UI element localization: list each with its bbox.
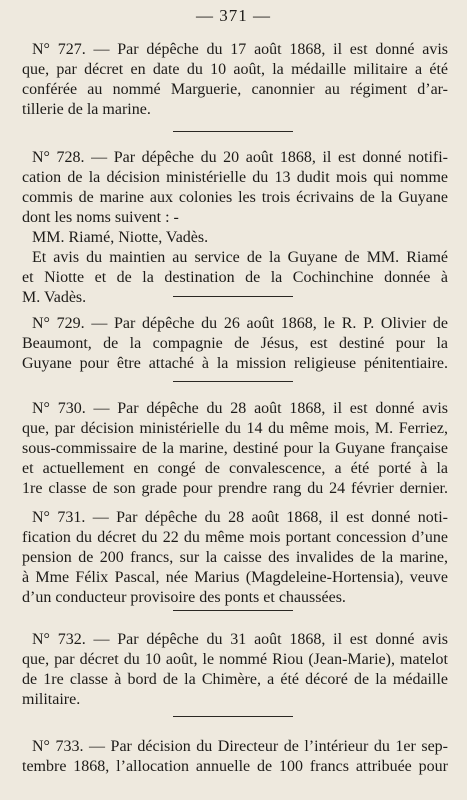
notice-line: N° 729. — Par dépêche du 26 août 1868, le R. P. Olivier de bbox=[32, 315, 448, 332]
page-number: — 371 — bbox=[196, 6, 271, 25]
notice-line: Et avis du maintien au service de la Guyane de MM. Riamé bbox=[32, 249, 448, 266]
separator-rule bbox=[173, 296, 293, 297]
separator-rule bbox=[173, 716, 293, 717]
separator-rule bbox=[173, 381, 293, 382]
notice-731 bbox=[22, 508, 448, 608]
notice-line: fication du décret du 22 du même mois portant concession d’une bbox=[22, 529, 448, 546]
notice-line: conférée au nommé Marguerie, canonnier au régiment d’ar- bbox=[22, 81, 448, 98]
notice-727 bbox=[22, 40, 448, 120]
notice-730 bbox=[22, 399, 448, 499]
notice-line: N° 728. — Par dépêche du 20 août 1868, il est donné notifi- bbox=[32, 149, 448, 166]
notice-line: N° 730. — Par dépêche du 28 août 1868, il est donné avis bbox=[32, 400, 448, 417]
separator-rule bbox=[173, 131, 293, 132]
separator-rule bbox=[173, 610, 293, 611]
notice-line: M. Vadès. bbox=[22, 289, 87, 306]
notice-728 bbox=[22, 148, 448, 308]
notice-line: N° 727. — Par dépêche du 17 août 1868, il est donné avis bbox=[32, 41, 448, 58]
notice-line: que, par décret du 10 août, le nommé Riou (Jean-Marie), matelot bbox=[22, 651, 448, 668]
notice-line: N° 732. — Par dépêche du 31 août 1868, il est donné avis bbox=[32, 631, 448, 648]
notice-line: sous-commissaire de la marine, destiné pour la Guyane française bbox=[22, 440, 448, 457]
notice-732 bbox=[22, 630, 448, 710]
notice-line: MM. Riamé, Niotte, Vadès. bbox=[32, 229, 209, 246]
notice-line: de 1re classe à bord de la Chimère, a été décoré de la médaille bbox=[22, 671, 448, 688]
notice-line: cation de la décision ministérielle du 13 dudit mois qui nomme bbox=[22, 169, 448, 186]
notice-line: commis de marine aux colonies les trois écrivains de la Guyane bbox=[22, 189, 448, 206]
notice-line: 1re classe de son grade pour prendre rang du 24 février dernier. bbox=[22, 480, 448, 497]
notice-line: que, par décret en date du 10 août, la médaille militaire a été bbox=[22, 61, 448, 78]
notice-line: et Niotte et de la destination de la Cochinchine donnée à bbox=[22, 269, 448, 286]
notice-line: et actuellement en congé de convalescence, a été porté à la bbox=[22, 460, 448, 477]
notice-line: à Mme Félix Pascal, née Marius (Magdeleine-Hortensia), veuve bbox=[22, 569, 448, 586]
notice-line: d’un conducteur provisoire des ponts et chaussées. bbox=[22, 589, 346, 606]
notice-line: que, par décision ministérielle du 14 du même mois, M. Ferriez, bbox=[22, 420, 448, 437]
notice-line: militaire. bbox=[22, 691, 81, 708]
notice-line: Beaumont, de la compagnie de Jésus, est destiné pour la bbox=[22, 335, 448, 352]
notice-733 bbox=[22, 737, 448, 777]
notice-line: Guyane pour être attaché à la mission religieuse pénitentiaire. bbox=[22, 355, 448, 372]
notice-729 bbox=[22, 314, 448, 374]
notice-line: tillerie de la marine. bbox=[22, 101, 151, 118]
notice-line: pension de 200 francs, sur la caisse des invalides de la marine, bbox=[22, 549, 448, 566]
notice-line: N° 731. — Par dépêche du 28 août 1868, il est donné noti- bbox=[32, 509, 448, 526]
notice-line: dont les noms suivent : - bbox=[22, 209, 179, 226]
notice-line: tembre 1868, l’allocation annuelle de 100 francs attribuée pour bbox=[22, 758, 448, 775]
notice-line: N° 733. — Par décision du Directeur de l’intérieur du 1er sep- bbox=[32, 738, 448, 755]
